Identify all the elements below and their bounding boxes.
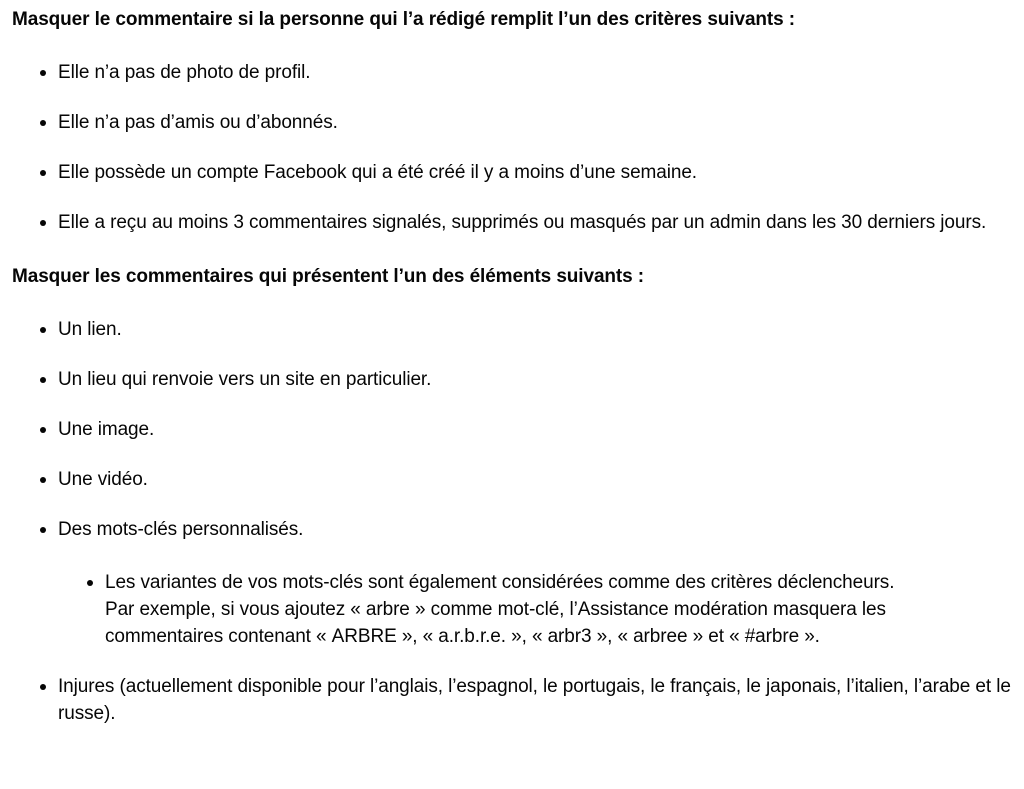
keyword-variants-sublist: [58, 569, 1012, 650]
list-item: [58, 209, 1012, 236]
list-item: [58, 366, 1012, 393]
list-item: [58, 59, 1012, 86]
list-item-text: Une image.: [58, 419, 155, 440]
section-1-heading: Masquer le commentaire si la personne qui l’a rédigé remplit l’un des critères suivants :: [12, 9, 796, 30]
list-item: [58, 466, 1012, 493]
section-2-list: [12, 316, 1012, 727]
section-1-list: [12, 59, 1012, 236]
list-item-text: Les variantes de vos mots-clés sont également considérées comme des critères déclencheurs. Par exemple, si vous ajoutez « arbre » comme mot-clé, l’Assistance modération masquera les commentaires contenant « ARBRE », « a.r.b.r.e. », « arbr3 », « arbree » et « #arbre ».: [105, 572, 895, 647]
list-item: [58, 109, 1012, 136]
list-item: [58, 516, 1012, 650]
list-item: [58, 416, 1012, 443]
list-item-text: Un lien.: [58, 319, 122, 340]
list-item-text: Elle n’a pas de photo de profil.: [58, 62, 311, 83]
list-item: [58, 673, 1012, 727]
list-item-text: Injures (actuellement disponible pour l’anglais, l’espagnol, le portugais, le français, le japonais, l’italien, l’arabe et le russe).: [58, 676, 1011, 724]
list-item-text: Elle n’a pas d’amis ou d’abonnés.: [58, 112, 338, 133]
list-item-text: Elle a reçu au moins 3 commentaires signalés, supprimés ou masqués par un admin dans les 30 derniers jours.: [58, 212, 987, 233]
list-item-text: Un lieu qui renvoie vers un site en particulier.: [58, 369, 432, 390]
article-body: [12, 6, 1012, 727]
list-item: [105, 569, 927, 650]
list-item: [58, 316, 1012, 343]
list-item-text: Elle possède un compte Facebook qui a été créé il y a moins d’une semaine.: [58, 162, 697, 183]
list-item-text: Des mots-clés personnalisés.: [58, 519, 304, 540]
list-item-text: Une vidéo.: [58, 469, 148, 490]
section-2-heading: Masquer les commentaires qui présentent l’un des éléments suivants :: [12, 266, 645, 287]
list-item: [58, 159, 1012, 186]
